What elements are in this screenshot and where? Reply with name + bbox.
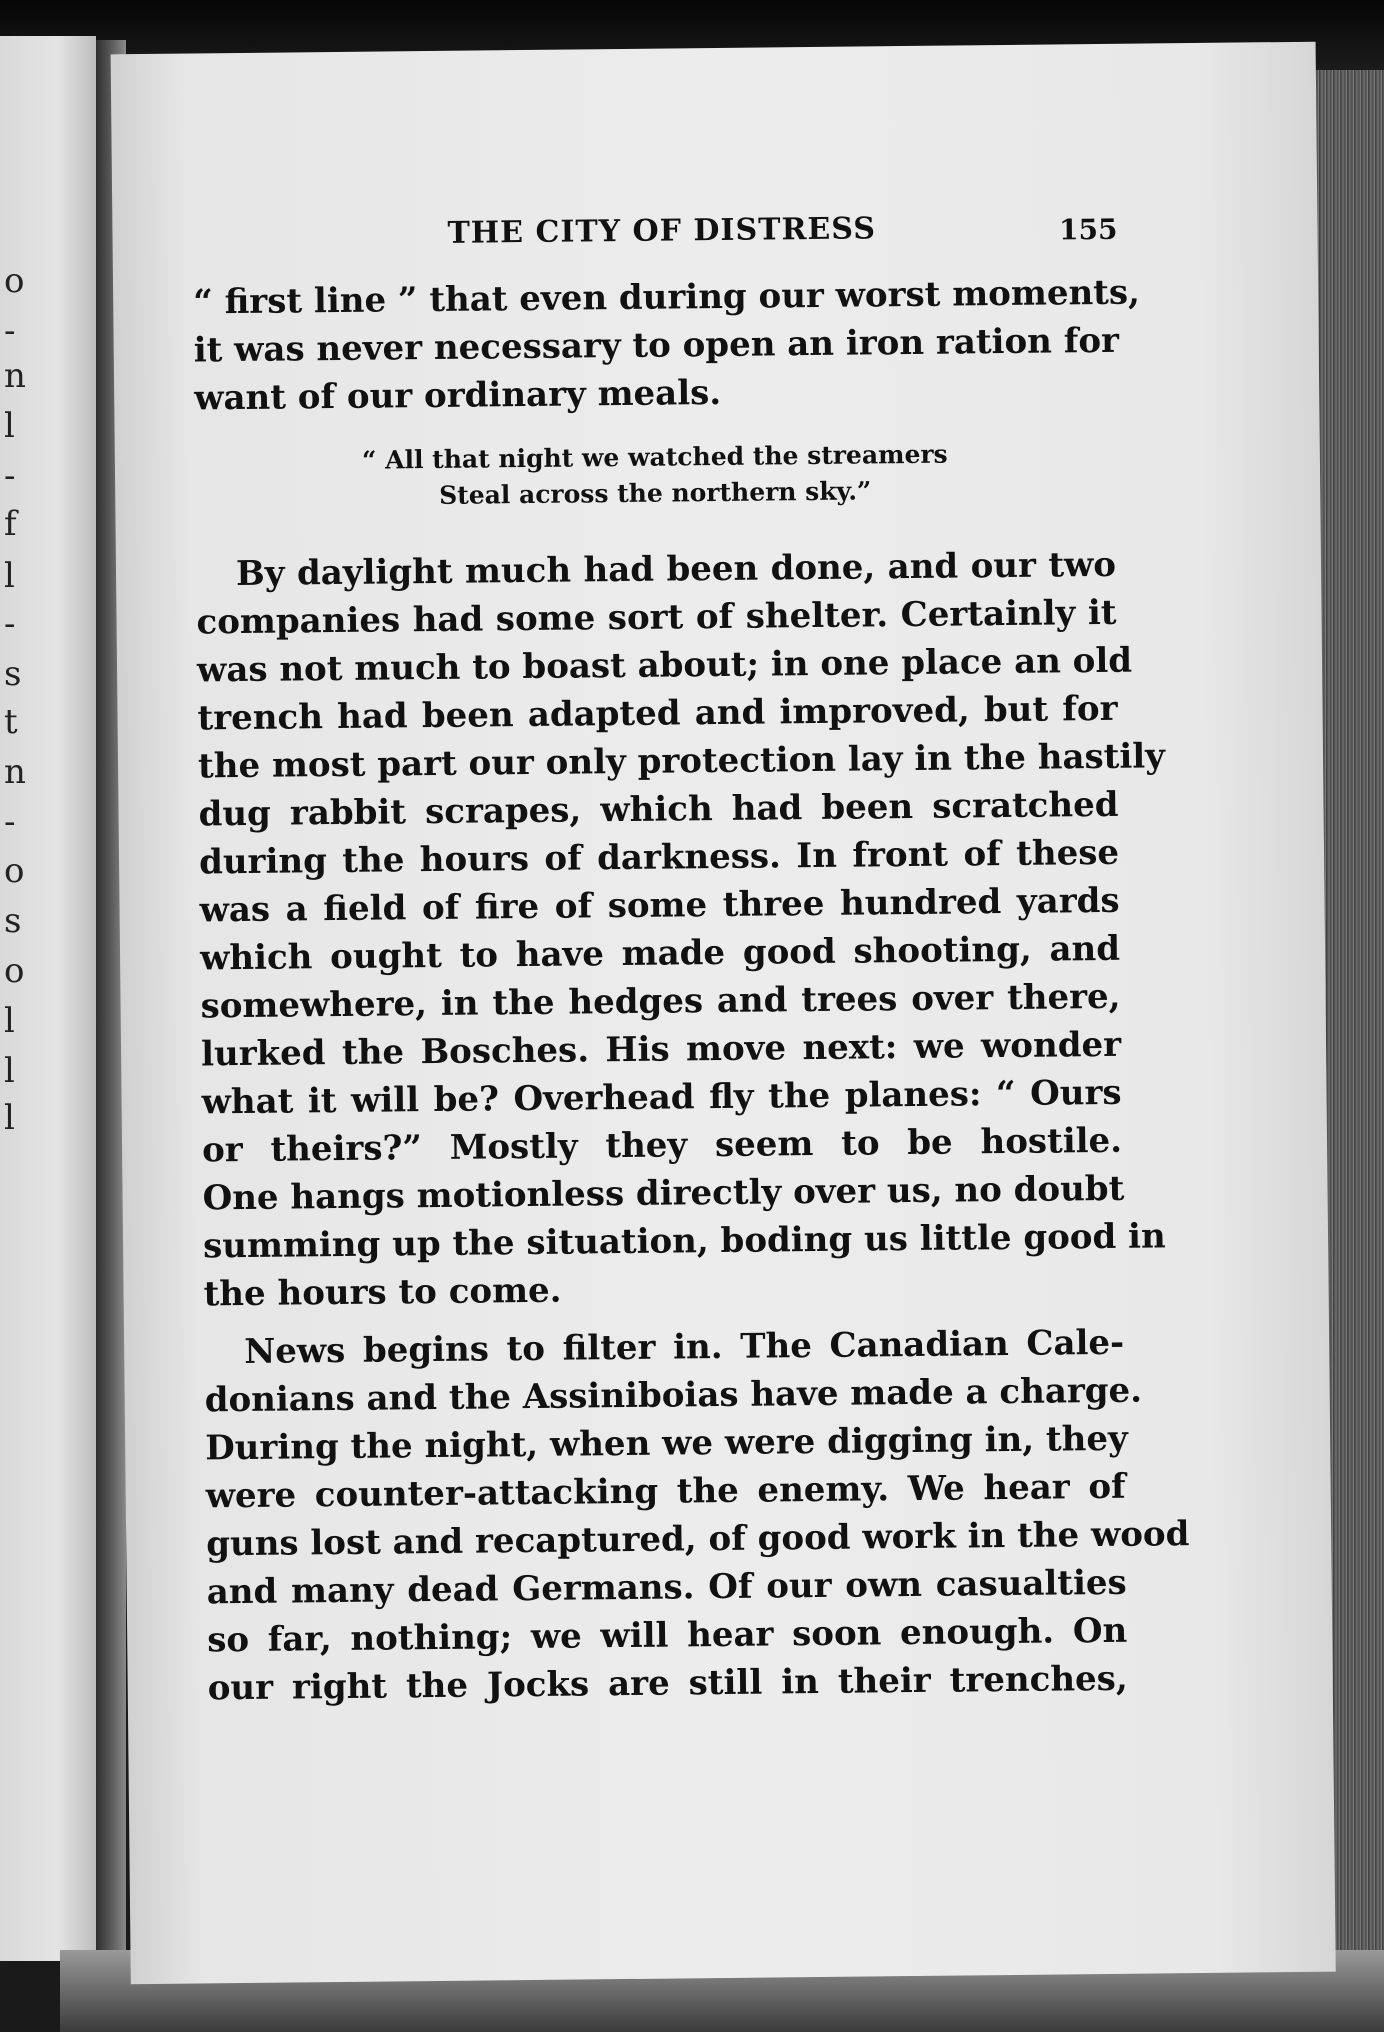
text-line: was a field of fire of some three hundred yards [199, 880, 1120, 931]
running-head [192, 209, 1118, 279]
paragraph-news [204, 1319, 1190, 1713]
text-line: it was never necessary to open an iron ration for [193, 320, 1120, 371]
text-line: or theirs?” Mostly they seem to be hostile. [201, 1120, 1123, 1171]
book-page [111, 42, 1336, 1985]
previous-page-fragment: n [4, 752, 26, 792]
previous-page-fragment: - [4, 604, 16, 644]
previous-page-fragment: - [4, 802, 16, 842]
text-line: what it will be? Overhead fly the planes: “ Ours [201, 1072, 1122, 1123]
text-line: During the night, when we were digging in, they [205, 1418, 1128, 1469]
paragraph-daylight [196, 541, 1166, 1319]
previous-page-fragment: o [4, 951, 25, 991]
text-line: One hangs motionless directly over us, no doubt [202, 1168, 1125, 1219]
text-line: lurked the Bosches. His move next: we wonder [200, 1024, 1122, 1075]
text-line: want of our ordinary meals. [194, 372, 722, 419]
text-line: donians and the Assiniboias have made a charge. [204, 1370, 1143, 1421]
previous-page-fragment: s [4, 654, 22, 694]
text-line: were counter-attacking the enemy. We hear of [205, 1466, 1126, 1517]
text-line: trench had been adapted and improved, but for [197, 688, 1118, 739]
text-line: guns lost and recaptured, of good work in the wood [206, 1514, 1190, 1565]
text-line: “ first line ” that even during our worst moments, [193, 272, 1141, 323]
text-line: our right the Jocks are still in their trenches, [207, 1658, 1128, 1709]
previous-page-edge [0, 36, 96, 1961]
previous-page-fragment: t [4, 702, 18, 742]
text-line: companies had some sort of shelter. Certainly it [196, 592, 1117, 643]
verse-quotation [195, 435, 1116, 517]
page-number: 155 [1058, 212, 1118, 247]
previous-page-fragment: l [4, 406, 15, 446]
running-title: THE CITY OF DISTRESS [447, 211, 877, 251]
text-line: so far, nothing; we will hear soon enough. On [207, 1610, 1128, 1661]
text-line: summing up the situation, boding us little good in [202, 1216, 1166, 1267]
page-text [192, 209, 1190, 1713]
previous-page-fragment: l [4, 556, 15, 596]
text-line: the hours to come. [203, 1270, 562, 1315]
text-line: which ought to have made good shooting, and [199, 928, 1121, 979]
text-line: the most part our only protection lay in the hastily [197, 736, 1166, 787]
previous-page-fragment: - [4, 311, 16, 351]
previous-page-fragment: - [4, 456, 16, 496]
previous-page-fragment: l [4, 1001, 15, 1041]
text-line: and many dead Germans. Of our own casualties [206, 1562, 1127, 1613]
text-line: By daylight much had been done, and our two [235, 544, 1117, 595]
previous-page-fragment: o [4, 851, 25, 891]
text-line: somewhere, in the hedges and trees over there, [200, 976, 1121, 1027]
text-line: News begins to filter in. The Canadian Cale- [243, 1322, 1125, 1373]
text-line: dug rabbit scrapes, which had been scratched [198, 784, 1119, 835]
text-line: was not much to boast about; in one place an old [196, 640, 1133, 691]
previous-page-fragment: o [4, 261, 25, 301]
verse-line: Steal across the northern sky.” [438, 476, 872, 510]
verse-line: “ All that night we watched the streamers [361, 439, 948, 475]
previous-page-fragment: s [4, 901, 22, 941]
previous-page-fragment: f [4, 504, 17, 544]
text-line: during the hours of darkness. In front of these [198, 832, 1120, 883]
previous-page-fragment: l [4, 1098, 15, 1138]
paragraph-continued [193, 269, 1141, 423]
previous-page-fragment: n [4, 356, 26, 396]
previous-page-fragment: l [4, 1051, 15, 1091]
